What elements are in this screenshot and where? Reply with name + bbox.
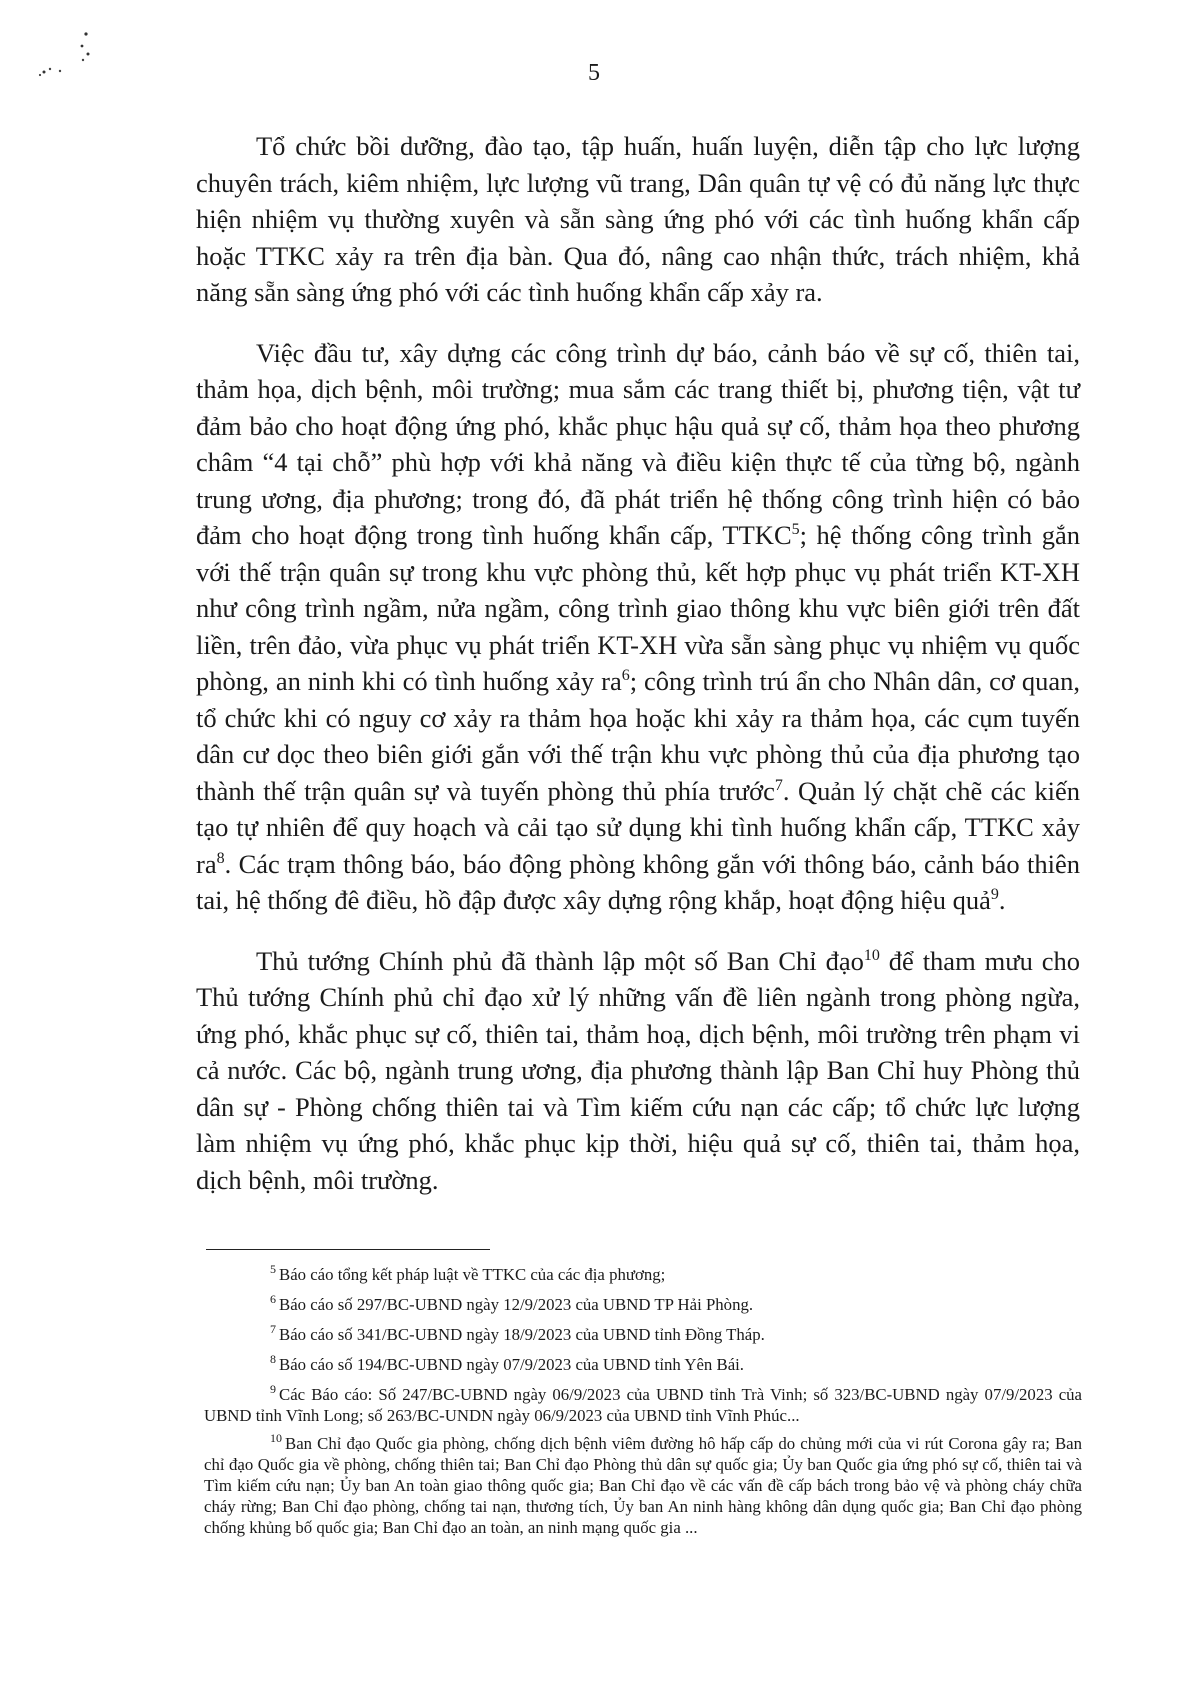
footnote-text: Báo cáo số 297/BC-UBND ngày 12/9/2023 của UBND TP Hải Phòng.: [279, 1295, 754, 1314]
footnote-reference: 6: [621, 667, 630, 685]
footnote-separator: [206, 1249, 490, 1250]
paragraph-text: ; hệ thống công trình gắn với thế trận quân sự trong khu vực phòng thủ, kết hợp phục vụ phát triển KT-XH như công trình ngầm, nửa ngầm, công trình giao thông khu vực biên giới trên đất liền, trên đảo, vừa phục vụ phát triển KT-XH vừa sẵn sàng phục vụ nhiệm vụ quốc phòng, an ninh khi có tình huống xảy ra: [196, 520, 1081, 696]
footnote-number: 10: [270, 1431, 282, 1446]
paragraph-text: Việc đầu tư, xây dựng các công trình dự báo, cảnh báo về sự cố, thiên tai, thảm họa, dịch bệnh, môi trường; mua sắm các trang thiết bị, phương tiện, vật tư đảm bảo cho hoạt động ứng phó, khắc phục hậu quả sự cố, thảm họa theo phương châm “4 tại chỗ” phù hợp với khả năng và điều kiện thực tế của từng bộ, ngành trung ương, địa phương; trong đó, đã phát triển hệ thống công trình hiện có bảo đảm cho hoạt động trong tình huống khẩn cấp, TTKC: [196, 337, 1080, 550]
footnote-number: 5: [270, 1262, 276, 1277]
footnote-text: Báo cáo số 194/BC-UBND ngày 07/9/2023 của UBND tỉnh Yên Bái.: [279, 1355, 745, 1374]
footnote-text: Ban Chỉ đạo Quốc gia phòng, chống dịch bệnh viêm đường hô hấp cấp do chủng mới của vi rút Corona gây ra; Ban chỉ đạo Quốc gia về phòng, chống thiên tai; Ban Chỉ đạo Phòng thủ dân sự quốc gia; Ủy ban Quốc gia ứng phó sự cố, thiên tai và Tìm kiếm cứu nạn; Ủy ban An toàn giao thông quốc gia; Ban Chỉ đạo về các vấn đề cấp bách trong bảo vệ và phòng cháy chữa cháy rừng; Ban Chỉ đạo phòng, chống tai nạn, thương tích, Ủy ban An ninh hàng không dân dụng quốc gia; Ban Chỉ đạo phòng chống khủng bố quốc gia; Ban Chỉ đạo an toàn, an ninh mạng quốc gia ...: [204, 1434, 1082, 1537]
footnote-number: 8: [270, 1352, 276, 1367]
footnote-reference: 5: [791, 521, 800, 539]
paragraph-text: Tổ chức bồi dưỡng, đào tạo, tập huấn, huấn luyện, diễn tập cho lực lượng chuyên trách, kiêm nhiệm, lực lượng vũ trang, Dân quân tự vệ có đủ năng lực thực hiện nhiệm vụ thường xuyên và sẵn sàng ứng phó với các tình huống khẩn cấp hoặc TTKC xảy ra trên địa bàn. Qua đó, nâng cao nhận thức, trách nhiệm, khả năng sẵn sàng ứng phó với các tình huống khẩn cấp xảy ra.: [196, 131, 1080, 307]
page-number: 5: [588, 60, 600, 86]
paragraph-text: . Quản lý chặt chẽ các kiến tạo tự nhiên để quy hoạch và cải tạo sử dụng khi tình huống khẩn cấp, TTKC xảy ra: [196, 775, 1080, 879]
footnotes: [204, 1264, 1082, 1545]
footnote: [204, 1354, 1082, 1376]
footnote: [204, 1433, 1082, 1538]
footnote-reference: 10: [863, 946, 880, 964]
paragraph: [196, 943, 1080, 1199]
footnote-number: 7: [270, 1322, 276, 1337]
paragraph-text: Thủ tướng Chính phủ đã thành lập một số Ban Chỉ đạo: [256, 945, 864, 976]
paragraph-text: ; công trình trú ẩn cho Nhân dân, cơ quan, tổ chức khi có nguy cơ xảy ra thảm họa hoặc khi xảy ra thảm họa, các cụm tuyến dân cư dọc theo biên giới gắn với thế trận khu vực phòng thủ của địa phương tạo thành thế trận quân sự và tuyến phòng thủ phía trước: [196, 666, 1080, 806]
paragraph: [196, 335, 1080, 919]
footnote-reference: 9: [990, 886, 999, 904]
footnote-reference: 7: [774, 776, 783, 794]
footnote: [204, 1324, 1082, 1346]
paragraph-text: .: [998, 885, 1006, 915]
footnote-reference: 8: [216, 849, 225, 867]
footnote-text: Báo cáo số 341/BC-UBND ngày 18/9/2023 của UBND tỉnh Đồng Tháp.: [279, 1325, 765, 1344]
footnote-number: 6: [270, 1292, 276, 1307]
body-text: [196, 128, 1080, 1222]
footnote-text: Các Báo cáo: Số 247/BC-UBND ngày 06/9/2023 của UBND tỉnh Trà Vinh; số 323/BC-UBND ngày 07/9/2023 của UBND tỉnh Vĩnh Long; số 263/BC-UNDN ngày 06/9/2023 của UBND tỉnh Vĩnh Phúc...: [204, 1385, 1082, 1425]
paragraph: [196, 128, 1080, 311]
footnote: [204, 1264, 1082, 1286]
footnote-number: 9: [270, 1382, 276, 1397]
footnote: [204, 1294, 1082, 1316]
footnote-text: Báo cáo tổng kết pháp luật về TTKC của các địa phương;: [279, 1265, 666, 1284]
footnote: [204, 1384, 1082, 1426]
paragraph-text: . Các trạm thông báo, báo động phòng không gắn với thông báo, cảnh báo thiên tai, hệ thống đê điều, hồ đập được xây dựng rộng khắp, hoạt động hiệu quả: [196, 848, 1080, 915]
paragraph-text: để tham mưu cho Thủ tướng Chính phủ chỉ đạo xử lý những vấn đề liên ngành trong phòng ngừa, ứng phó, khắc phục sự cố, thiên tai, thảm hoạ, dịch bệnh, môi trường trên phạm vi cả nước. Các bộ, ngành trung ương, địa phương thành lập Ban Chỉ huy Phòng thủ dân sự - Phòng chống thiên tai và Tìm kiếm cứu nạn các cấp; tổ chức lực lượng làm nhiệm vụ ứng phó, khắc phục kịp thời, hiệu quả sự cố, thiên tai, thảm họa, dịch bệnh, môi trường.: [196, 945, 1080, 1195]
